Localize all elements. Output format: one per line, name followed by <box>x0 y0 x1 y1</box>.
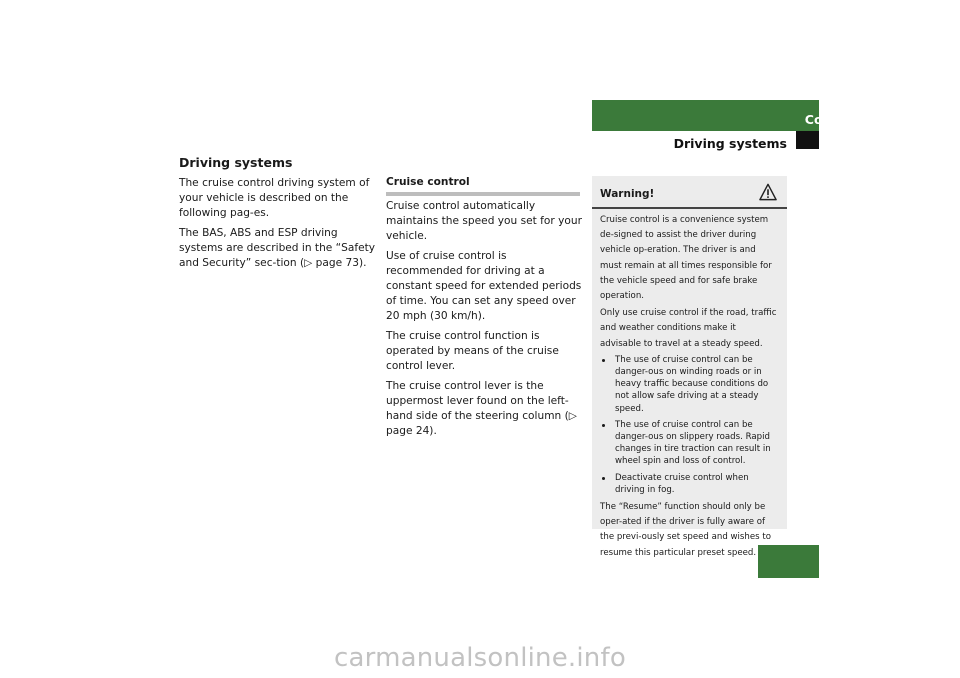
warning-paragraph-3: The “Resume” function should only be oper-ated if the driver is fully aware of the previ-ously set speed and wishes to resume this particular preset speed. <box>600 502 771 558</box>
warning-header <box>592 176 787 209</box>
middle-paragraph-3: The cruise control function is operated by means of the cruise control lever. <box>386 330 559 372</box>
middle-paragraph-4: The cruise control lever is the uppermost lever found on the left-hand side of the steering column (▷ page 24). <box>386 380 577 437</box>
warning-bullet-item: The use of cruise control can be danger-ous on slippery roads. Rapid changes in tire traction can result in wheel spin and loss of control. <box>600 419 779 468</box>
warning-paragraph-2: Only use cruise control if the road, traffic and weather conditions make it advisable to travel at a steady speed. <box>600 308 777 349</box>
warning-body <box>592 209 787 561</box>
left-paragraph-2: The BAS, ABS and ESP driving systems are described in the “Safety and Security” sec-tion (▷ page 73). <box>179 227 376 269</box>
warning-bullet-item: Deactivate cruise control when driving in fog. <box>600 472 779 496</box>
page-title: Driving systems <box>179 155 293 170</box>
page-number-box <box>758 545 819 578</box>
cruise-control-heading: Cruise control <box>386 176 580 196</box>
warning-box <box>592 176 787 558</box>
warning-bullet-item: The use of cruise control can be danger-ous on winding roads or in heavy traffic because conditions do not allow safe driving at a steady speed. <box>600 354 779 415</box>
middle-column <box>386 199 582 444</box>
left-column <box>179 176 377 276</box>
header-bar <box>592 100 819 131</box>
warning-bullet-list <box>600 354 779 496</box>
warning-paragraph-1: Cruise control is a convenience system de-signed to assist the driver during vehicle op-eration. The driver is and must remain at all times responsible for the vehicle speed and for safe brake operation. <box>600 215 772 302</box>
middle-paragraph-1: Cruise control automatically maintains the speed you set for your vehicle. <box>386 200 582 242</box>
section-subtitle: Driving systems <box>673 136 787 151</box>
page-number: 193 <box>898 548 928 564</box>
left-paragraph-1: The cruise control driving system of your vehicle is described on the following pag-es. <box>179 177 370 219</box>
warning-title: Warning! <box>600 188 655 200</box>
warning-triangle-icon <box>759 183 777 201</box>
watermark: carmanualsonline.info <box>334 643 626 673</box>
middle-paragraph-2: Use of cruise control is recommended for driving at a constant speed for extended periods of time. You can set any speed over 20 mph (30 km/h). <box>386 250 582 322</box>
chapter-title: Controls in detail <box>804 112 928 127</box>
header-marker <box>796 131 819 149</box>
